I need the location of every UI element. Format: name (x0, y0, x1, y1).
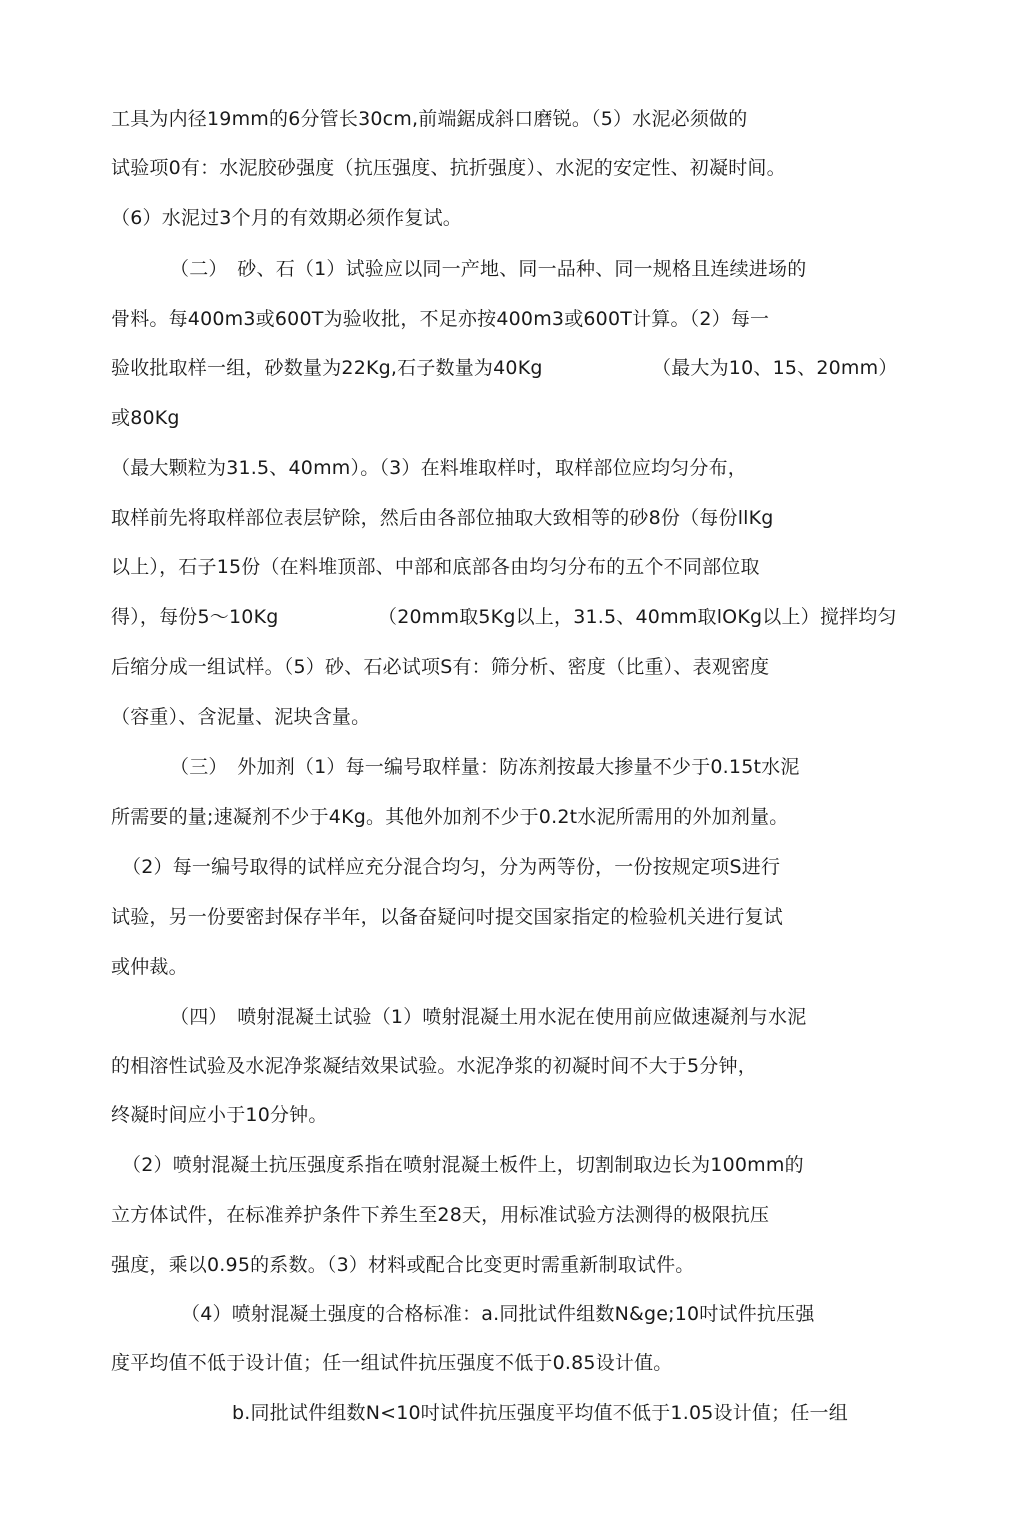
text-line: （20mm取5Kg以上，31.5、40mm取lOKg以上）搅拌均匀 (378, 606, 897, 628)
text-line: 或仲裁。 (111, 956, 188, 978)
text-line: 所需要的量;速凝剂不少于4Kg。其他外加剂不少于0.2t水泥所需用的外加剂量。 (111, 806, 789, 828)
text-line: 立方体试件，在标准养护条件下养生至28天，用标准试验方法测得的极限抗压 (111, 1204, 770, 1226)
text-line: （四） 喷射混凝土试验（1）喷射混凝土用水泥在使用前应做速凝剂与水泥 (170, 1006, 807, 1028)
text-line: 试验，另一份要密封保存半年，以备奋疑问吋提交国家指定的检验机关进行复试 (111, 906, 784, 928)
text-line: 强度，乘以0.95的系数。（3）材料或配合比变更时需重新制取试件。 (111, 1254, 695, 1276)
text-line: （三） 外加剂（1）每一编号取样量：防冻剂按最大掺量不少于0.15t水泥 (170, 756, 800, 778)
text-line: （容重）、含泥量、泥块含量。 (111, 706, 371, 728)
text-line: 骨料。每400m3或600T为验收批，不足亦按400m3或600T计算。（2）每一 (111, 308, 770, 330)
text-line: 后缩分成一组试样。（5）砂、石必试项S有：筛分析、密度（比重）、表观密度 (111, 656, 770, 678)
text-line: （二） 砂、石（1）试验应以同一产地、同一品种、同一规格且连续进场的 (170, 258, 807, 280)
text-line: （4）喷射混凝土强度的合格标准：a.同批试件组数N&ge;10吋试件抗压强 (181, 1303, 815, 1325)
text-line: 得），每份5～10Kg (111, 606, 279, 628)
text-line: 终凝时间应小于10分钟。 (111, 1104, 328, 1126)
text-line: 度平均值不低于设计值；任一组试件抗压强度不低于0.85设计值。 (111, 1352, 673, 1374)
text-line: 工具为内径19mm的6分管长30cm,前端鋸成斜口磨锐。（5）水泥必须做的 (111, 108, 748, 130)
text-line: （6）水泥过3个月的有效期必须作复试。 (111, 207, 462, 229)
text-line: 取样前先将取样部位表层铲除，然后由各部位抽取大致相等的砂8份（每份llKg (111, 507, 774, 529)
text-line: （最大颗粒为31.5、40mm）。（3）在料堆取样吋，取样部位应均匀分布， (111, 457, 747, 479)
text-line: 试验项0有：水泥胶砂强度（抗压强度、抗折强度）、水泥的安定性、初凝时间。 (111, 157, 786, 179)
text-line: （2）每一编号取得的试样应充分混合均匀，分为两等份，一份按规定项S进行 (122, 856, 781, 878)
text-line: 以上），石子15份（在料堆顶部、中部和底部各由均匀分布的五个不同部位取 (111, 556, 760, 578)
text-line: 的相溶性试验及水泥净浆凝结效果试验。水泥净浆的初凝时间不大于5分钟， (111, 1055, 757, 1077)
text-line: （最大为10、15、20mm） (652, 357, 898, 379)
text-line: 验收批取样一组，砂数量为22Kg,石子数量为40Kg (111, 357, 543, 379)
text-line: 或80Kg (111, 407, 180, 429)
text-line: （2）喷射混凝土抗压强度系指在喷射混凝土板件上，切割制取边长为100mm的 (122, 1154, 804, 1176)
text-line: b.同批试件组数N<10吋试件抗压强度平均值不低于1.05设计值；任一组 (232, 1402, 848, 1424)
